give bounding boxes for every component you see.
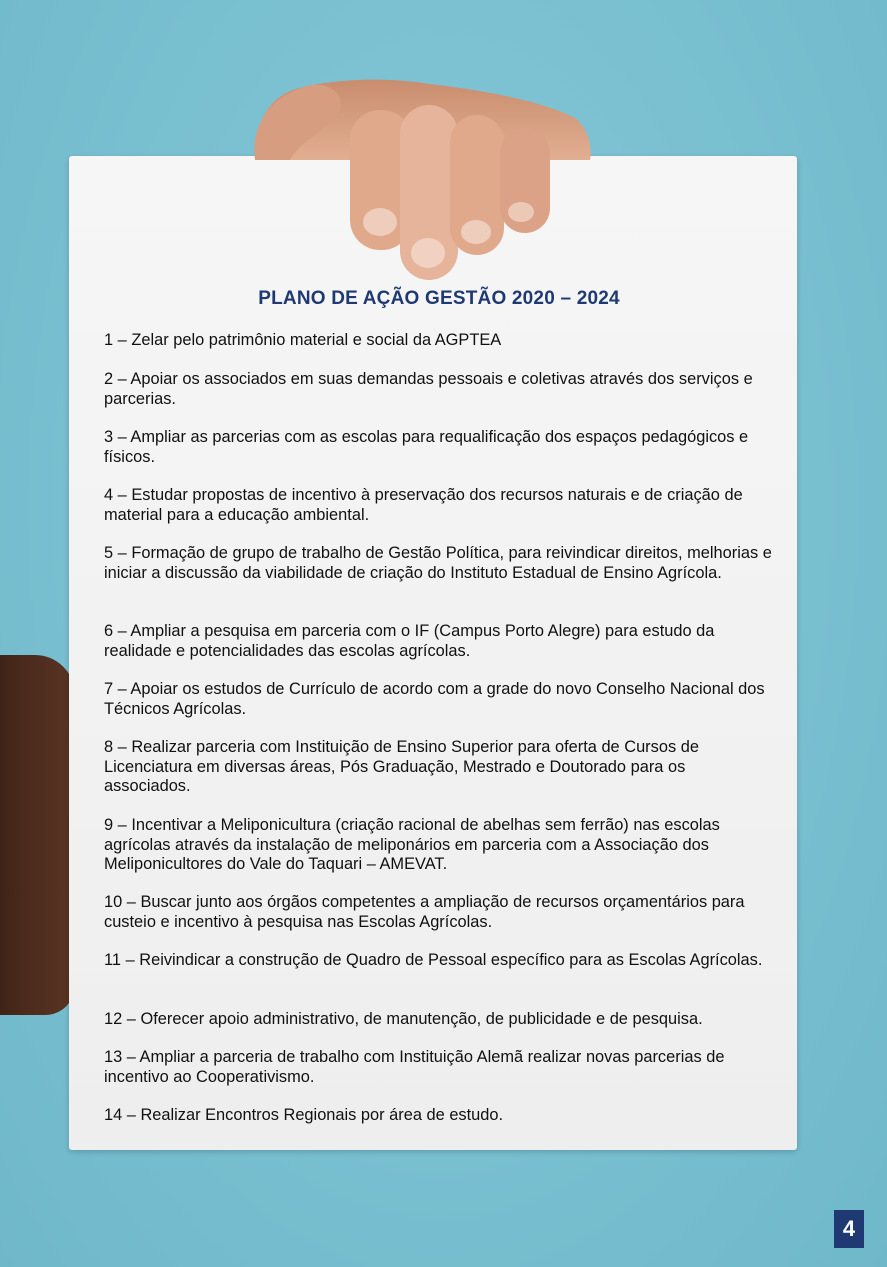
list-item: 6 – Ampliar a pesquisa em parceria com o IF (Campus Porto Alegre) para estudo da realidade e potencialidades das escolas agrícolas. [104, 622, 715, 660]
page-title: PLANO DE AÇÃO GESTÃO 2020 – 2024 [258, 288, 620, 309]
list-item: 14 – Realizar Encontros Regionais por área de estudo. [104, 1106, 504, 1124]
list-item: 3 – Ampliar as parcerias com as escolas para requalificação dos espaços pedagógicos e físicos. [104, 428, 749, 466]
list-item: 11 – Reivindicar a construção de Quadro de Pessoal específico para as Escolas Agrícolas. [104, 951, 763, 969]
list-item: 9 – Incentivar a Meliponicultura (criação racional de abelhas sem ferrão) nas escolas agrícolas através da instalação de meliponários em parceria com a Associação dos Meliponicultores do Vale do Taquari – AMEVAT. [104, 816, 720, 873]
page-number-badge: 4 [834, 1210, 864, 1248]
list-item: 7 – Apoiar os estudos de Currículo de acordo com a grade do novo Conselho Nacional dos Técnicos Agrícolas. [104, 680, 765, 718]
list-item: 8 – Realizar parceria com Instituição de Ensino Superior para oferta de Cursos de Licenciatura em diversas áreas, Pós Graduação, Mestrado e Doutorado para os associados. [104, 738, 699, 795]
arm [0, 655, 75, 1015]
list-item: 10 – Buscar junto aos órgãos competentes a ampliação de recursos orçamentários para custeio e incentivo à pesquisa nas Escolas Agrícolas. [104, 893, 745, 931]
list-item: 5 – Formação de grupo de trabalho de Gestão Política, para reivindicar direitos, melhorias e iniciar a discussão da viabilidade de criação do Instituto Estadual de Ensino Agrícola. [104, 544, 772, 582]
list-item: 1 – Zelar pelo patrimônio material e social da AGPTEA [104, 331, 502, 349]
list-item: 13 – Ampliar a parceria de trabalho com Instituição Alemã realizar novas parcerias de incentivo ao Cooperativismo. [104, 1048, 725, 1086]
list-item: 2 – Apoiar os associados em suas demandas pessoais e coletivas através dos serviços e parcerias. [104, 370, 753, 408]
list-item: 12 – Oferecer apoio administrativo, de manutenção, de publicidade e de pesquisa. [104, 1010, 703, 1028]
list-item: 4 – Estudar propostas de incentivo à preservação dos recursos naturais e de criação de material para a educação ambiental. [104, 486, 743, 524]
